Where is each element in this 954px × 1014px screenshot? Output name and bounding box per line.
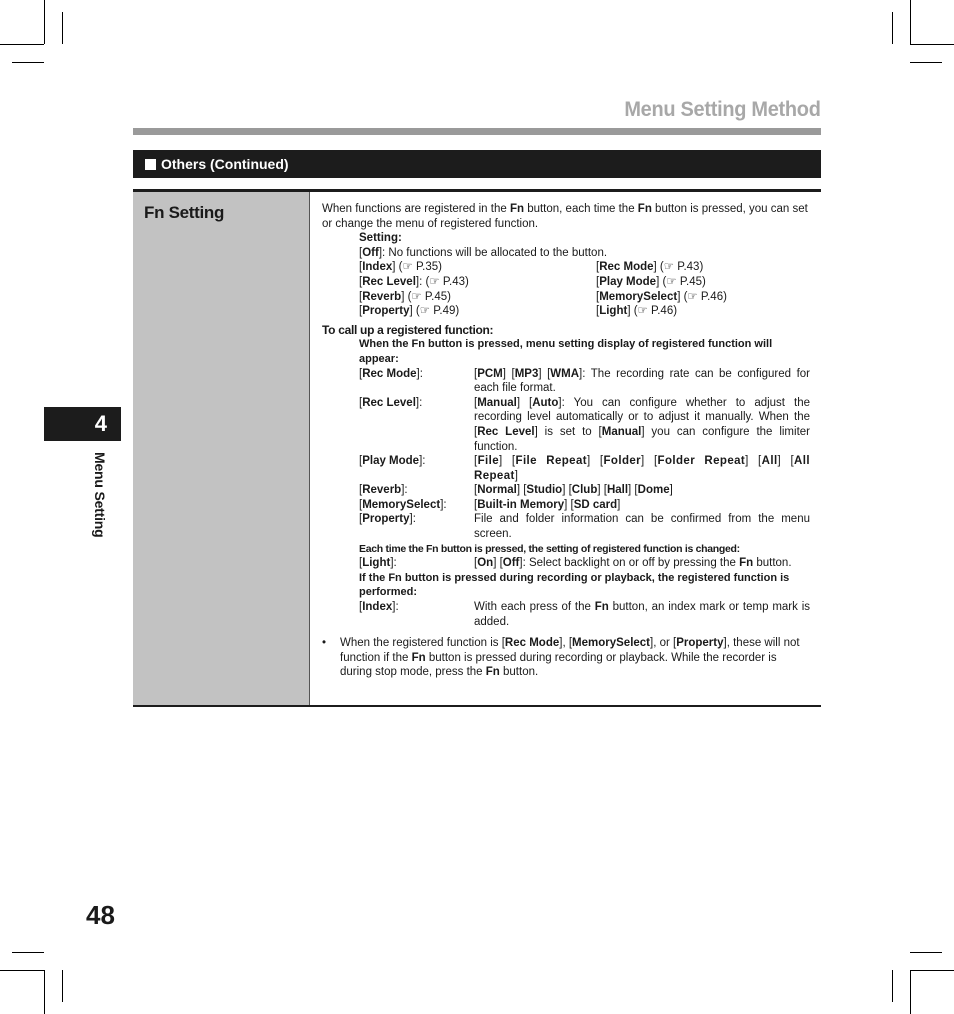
crop-mark <box>910 970 954 971</box>
chapter-label: Menu Setting <box>92 452 108 538</box>
chapter-number: 4 <box>94 411 107 436</box>
setting-description-cell <box>322 202 810 680</box>
crop-mark <box>910 970 911 1014</box>
option-row: [Rec Level]: (☞ P.43) [Play Mode] (☞ P.45) <box>359 275 706 288</box>
option-off: [Off]: No functions will be allocated to the button. <box>359 246 608 259</box>
setting-label: Setting: <box>359 232 402 245</box>
crop-mark <box>910 0 911 44</box>
option-row: [Reverb] (☞ P.45) [MemorySelect] (☞ P.46) <box>359 290 727 303</box>
crop-mark <box>910 62 942 63</box>
section-header <box>133 150 821 178</box>
crop-mark <box>62 12 63 44</box>
index-row: [Index]: With each press of the Fn button, an index mark or temp mark is added. <box>359 601 810 628</box>
option-row: [Property] (☞ P.49) [Light] (☞ P.46) <box>359 305 678 318</box>
settings-table <box>133 189 821 707</box>
crop-mark <box>12 952 44 953</box>
crop-mark <box>62 970 63 1002</box>
each-time-text: Each time the Fn button is pressed, the setting of registered function is changed: <box>359 542 740 555</box>
option-row: [Index] (☞ P.35) [Rec Mode] (☞ P.43) <box>359 261 704 274</box>
intro-paragraph: When functions are registered in the Fn button, each time the Fn button is pressed, you can set or change the menu of registered function. <box>322 203 808 230</box>
crop-mark <box>44 970 45 1014</box>
crop-mark <box>892 970 893 1002</box>
light-row: [Light]: [On] [Off]: Select backlight on or off by pressing the Fn button. <box>359 557 792 570</box>
reverb-row: [Reverb]: [Normal] [Studio] [Club] [Hall] [Dome] <box>359 484 673 497</box>
crop-mark <box>892 12 893 44</box>
note-paragraph: • When the registered function is [Rec Mode], [MemorySelect], or [Property], these will not function if the Fn button is pressed during recording or playback. While the recorder is during stop mode, press the Fn button. <box>322 637 800 679</box>
rec-level-row: [Rec Level]: [Manual] [Auto]: You can configure whether to adjust the recording level automatically or to adjust it manually. When the [Rec Level] is set to [Manual] you can configure the limiter function. <box>359 396 810 453</box>
play-mode-row: [Play Mode]: [File] [File Repeat] [Folder] [Folder Repeat] [All] [All Repeat] <box>359 455 810 482</box>
when-pressed-text: When the Fn button is pressed, menu setting display of registered function will appear: <box>359 338 773 365</box>
square-bullet-icon <box>145 159 156 170</box>
page-number: 48 <box>86 900 115 930</box>
call-up-heading: To call up a registered function: <box>322 322 494 337</box>
setting-title: Fn Setting <box>144 203 225 222</box>
crop-mark <box>0 44 44 45</box>
crop-mark <box>44 0 45 44</box>
crop-mark <box>910 952 942 953</box>
property-row: [Property]: File and folder information can be confirmed from the menu screen. <box>359 513 810 541</box>
section-title: Others (Continued) <box>161 156 289 172</box>
crop-mark <box>910 44 954 45</box>
crop-mark <box>12 62 44 63</box>
chapter-tab <box>44 407 121 441</box>
page-title: Menu Setting Method <box>624 98 821 121</box>
bullet-icon: • <box>322 637 327 650</box>
during-recording-text: If the Fn button is pressed during recording or playback, the registered function is performed: <box>359 571 790 599</box>
setting-name-cell <box>133 192 310 705</box>
memory-select-row: [MemorySelect]: [Built-in Memory] [SD card] <box>359 498 621 511</box>
heading-rule <box>133 128 821 135</box>
rec-mode-row: [Rec Mode]: [PCM] [MP3] [WMA]: The recording rate can be configured for each file format. <box>359 367 811 395</box>
crop-mark <box>0 970 44 971</box>
